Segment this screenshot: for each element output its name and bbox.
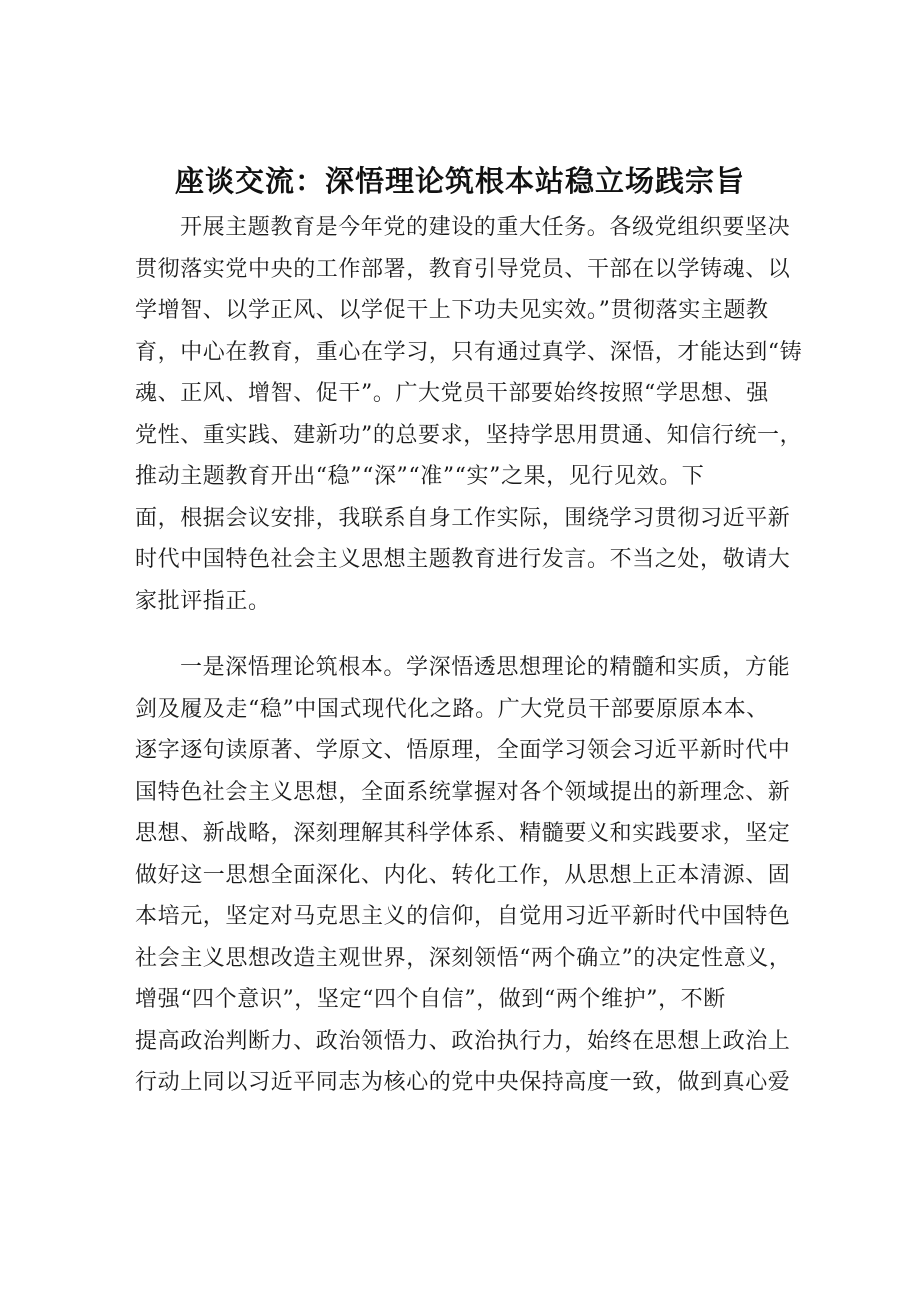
paragraph-line: 家批评指正。 [135, 588, 271, 614]
paragraph-line: 国特色社会主义思想，全面系统掌握对各个领域提出的新理念、新 [135, 779, 791, 805]
paragraph-line: 提高政治判断力、政治领悟力、政治执行力，始终在思想上政治上 [135, 1028, 791, 1054]
paragraph-line: 一是深悟理论筑根本。学深悟透思想理论的精髓和实质，方能 [180, 655, 791, 680]
paragraph-line: 剑及履及走“稳”中国式现代化之路。广大党员干部要原原本本、 [135, 696, 769, 722]
paragraph-line: 逐字逐句读原著、学原文、悟原理，全面学习领会习近平新时代中 [135, 738, 791, 763]
paragraph-line: 贯彻落实党中央的工作部署，教育引导党员、干部在以学铸魂、以 [135, 256, 791, 282]
paragraph-line: 行动上同以习近平同志为核心的党中央保持高度一致，做到真心爱 [135, 1070, 791, 1095]
paragraph-line: 魂、正风、增智、促干”。广大党员干部要始终按照“学思想、强 [135, 381, 769, 406]
paragraph-line: 推动主题教育开出“稳”“深”“准”“实”之果，见行见效。下 [135, 464, 705, 489]
paragraph-line: 党性、重实践、建新功”的总要求，坚持学思用贯通、知信行统一， [135, 422, 803, 448]
paragraph-line: 本培元，坚定对马克思主义的信仰，自觉用习近平新时代中国特色 [135, 904, 791, 929]
paragraph-line: 思想、新战略，深刻理解其科学体系、精髓要义和实践要求，坚定 [135, 821, 791, 846]
paragraph-line: 开展主题教育是今年党的建设的重大任务。各级党组织要坚决 [180, 215, 791, 240]
paragraph-point-one [135, 647, 805, 1104]
paragraph-intro [135, 207, 805, 622]
paragraph-line: 做好这一思想全面深化、内化、转化工作，从思想上正本清源、固 [135, 862, 791, 888]
paragraph-line: 育，中心在教育，重心在学习，只有通过真学、深悟，才能达到“铸 [135, 339, 803, 365]
paragraph-line: 社会主义思想改造主观世界，深刻领悟“两个确立”的决定性意义， [135, 945, 792, 971]
paragraph-line: 面，根据会议安排，我联系自身工作实际，围绕学习贯彻习近平新 [135, 505, 791, 531]
paragraph-line: 增强“四个意识”，坚定“四个自信”，做到“两个维护”，不断 [135, 987, 726, 1012]
paragraph-line: 学增智、以学正风、以学促干上下功夫见实效。”贯彻落实主题教 [135, 298, 769, 323]
paragraph-line: 时代中国特色社会主义思想主题教育进行发言。不当之处，敬请大 [135, 547, 791, 572]
document-title: 座谈交流：深悟理论筑根本站稳立场践宗旨 [174, 164, 745, 198]
